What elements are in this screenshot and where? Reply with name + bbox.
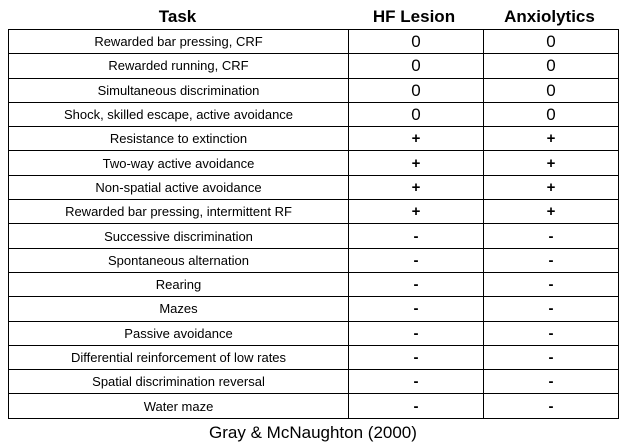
anxiolytics-cell: 0 — [484, 30, 619, 54]
hf-lesion-cell: - — [349, 321, 484, 345]
task-cell: Successive discrimination — [9, 224, 349, 248]
anxiolytics-cell: + — [484, 200, 619, 224]
hf-lesion-cell: - — [349, 248, 484, 272]
anxiolytics-cell: + — [484, 151, 619, 175]
hf-lesion-cell: - — [349, 224, 484, 248]
hf-lesion-cell: - — [349, 297, 484, 321]
hf-lesion-cell: - — [349, 272, 484, 296]
hf-lesion-cell: + — [349, 127, 484, 151]
anxiolytics-cell: - — [484, 297, 619, 321]
task-cell: Resistance to extinction — [9, 127, 349, 151]
hf-lesion-cell: + — [349, 200, 484, 224]
task-cell: Passive avoidance — [9, 321, 349, 345]
anxiolytics-cell: - — [484, 370, 619, 394]
task-cell: Rewarded bar pressing, CRF — [9, 30, 349, 54]
citation-caption: Gray & McNaughton (2000) — [209, 423, 417, 442]
table-row — [9, 297, 619, 321]
task-cell: Spontaneous alternation — [9, 248, 349, 272]
anxiolytics-cell: - — [484, 321, 619, 345]
anxiolytics-cell: + — [484, 127, 619, 151]
table-row — [9, 78, 619, 102]
task-cell: Water maze — [9, 394, 349, 418]
task-comparison-table — [8, 29, 619, 419]
anxiolytics-cell: 0 — [484, 102, 619, 126]
table-row — [9, 175, 619, 199]
table-row — [9, 394, 619, 418]
task-cell: Two-way active avoidance — [9, 151, 349, 175]
task-cell: Rewarded running, CRF — [9, 54, 349, 78]
hf-lesion-cell: 0 — [349, 78, 484, 102]
task-cell: Rewarded bar pressing, intermittent RF — [9, 200, 349, 224]
anxiolytics-cell: - — [484, 272, 619, 296]
hf-lesion-cell: + — [349, 151, 484, 175]
hf-lesion-cell: 0 — [349, 102, 484, 126]
table-row — [9, 54, 619, 78]
table-row — [9, 224, 619, 248]
task-cell: Mazes — [9, 297, 349, 321]
table-row — [9, 248, 619, 272]
anxiolytics-cell: 0 — [484, 54, 619, 78]
header-hf-lesion: HF Lesion — [372, 7, 456, 26]
hf-lesion-cell: 0 — [349, 30, 484, 54]
task-cell: Simultaneous discrimination — [9, 78, 349, 102]
task-cell: Spatial discrimination reversal — [9, 370, 349, 394]
table-row — [9, 102, 619, 126]
anxiolytics-cell: - — [484, 224, 619, 248]
task-cell: Rearing — [9, 272, 349, 296]
anxiolytics-cell: - — [484, 345, 619, 369]
task-cell: Shock, skilled escape, active avoidance — [9, 102, 349, 126]
anxiolytics-cell: - — [484, 248, 619, 272]
task-cell: Non-spatial active avoidance — [9, 175, 349, 199]
header-anxiolytics: Anxiolytics — [504, 7, 595, 26]
anxiolytics-cell: + — [484, 175, 619, 199]
hf-lesion-cell: - — [349, 345, 484, 369]
table-row — [9, 370, 619, 394]
table-header — [8, 6, 618, 28]
hf-lesion-cell: 0 — [349, 54, 484, 78]
hf-lesion-cell: + — [349, 175, 484, 199]
table-row — [9, 127, 619, 151]
header-task: Task — [158, 7, 197, 26]
hf-lesion-cell: - — [349, 370, 484, 394]
anxiolytics-cell: - — [484, 394, 619, 418]
hf-lesion-cell: - — [349, 394, 484, 418]
table-row — [9, 30, 619, 54]
table-row — [9, 200, 619, 224]
table-row — [9, 151, 619, 175]
task-cell: Differential reinforcement of low rates — [9, 345, 349, 369]
anxiolytics-cell: 0 — [484, 78, 619, 102]
table-row — [9, 272, 619, 296]
table-row — [9, 345, 619, 369]
table-row — [9, 321, 619, 345]
